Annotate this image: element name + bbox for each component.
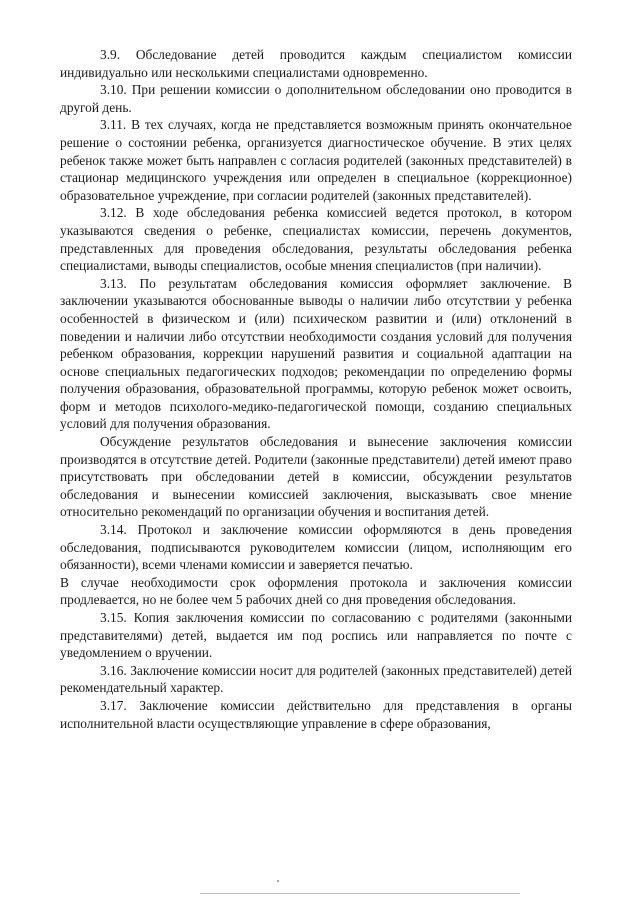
paragraph-3-15: 3.15. Копия заключения комиссии по согласованию с родителями (законными представителями) детей, выдается им под роспись или направляется по почте с уведомлением о вручении. [60,610,572,661]
paragraph-term-extension: В случае необходимости срок оформления протокола и заключения комиссии продлевается, но не более чем 5 рабочих дней со дня проведения обследования. [60,574,572,608]
paragraph-3-14: 3.14. Протокол и заключение комиссии оформляются в день проведения обследования, подписываются руководителем комиссии (лицом, исполняющим его обязанности), всеми членами комиссии и заверяется печатью. [60,522,572,573]
paragraph-3-10: 3.10. При решении комиссии о дополнительном обследовании оно проводится в другой день. [60,82,572,115]
scan-artifact-dot [277,880,279,882]
paragraph-3-13: 3.13. По результатам обследования комиссия оформляет заключение. В заключении указываются обоснованные выводы о наличии либо отсутствии у ребенка особенностей в физическом и (или) психическом развитии и (или) отклонений в поведении и наличии либо отсутствии необходимости создания условий для получения ребенком образования, коррекции нарушений развития и социальной адаптации на основе специальных педагогических подходов; рекомендации по определению формы получения образования, образовательной программы, которую ребенок может освоить, форм и методов психолого-медико-педагогической помощи, созданию специальных условий для получения образования. [60,275,572,432]
paragraph-3-16: 3.16. Заключение комиссии носит для родителей (законных представителей) детей рекомендательный характер. [60,662,572,696]
footer-rule [200,893,520,894]
paragraph-3-9: 3.9. Обследование детей проводится каждым специалистом комиссии индивидуально или несколькими специалистами одновременно. [60,47,572,80]
paragraph-discussion: Обсуждение результатов обследования и вынесение заключения комиссии производятся в отсутствие детей. Родители (законные представители) детей имеют право присутствовать при обследовании детей в комиссии, обсуждении результатов обследования и вынесении комиссией заключения, высказывать свое мнение относительно рекомендаций по организации обучения и воспитания детей. [60,434,572,520]
paragraph-3-11: 3.11. В тех случаях, когда не представляется возможным принять окончательное решение о состоянии ребенка, организуется диагностическое обучение. В этих целях ребенок также может быть направлен с согласия родителей (законных представителей) в стационар медицинского учреждения или определен в специальное (коррекционное) образовательное учреждение, при согласии родителей (законных представителей). [60,117,572,203]
paragraph-3-12: 3.12. В ходе обследования ребенка комиссией ведется протокол, в котором указываются сведения о ребенке, специалистах комиссии, перечень документов, представленных для проведения обследования, результаты обследования ребенка специалистами, выводы специалистов, особые мнения специалистов (при наличии). [60,205,572,274]
paragraph-3-17: 3.17. Заключение комиссии действительно для представления в органы исполнительной власти осуществляющие управление в сфере образования, [60,697,572,731]
document-page [60,46,572,732]
